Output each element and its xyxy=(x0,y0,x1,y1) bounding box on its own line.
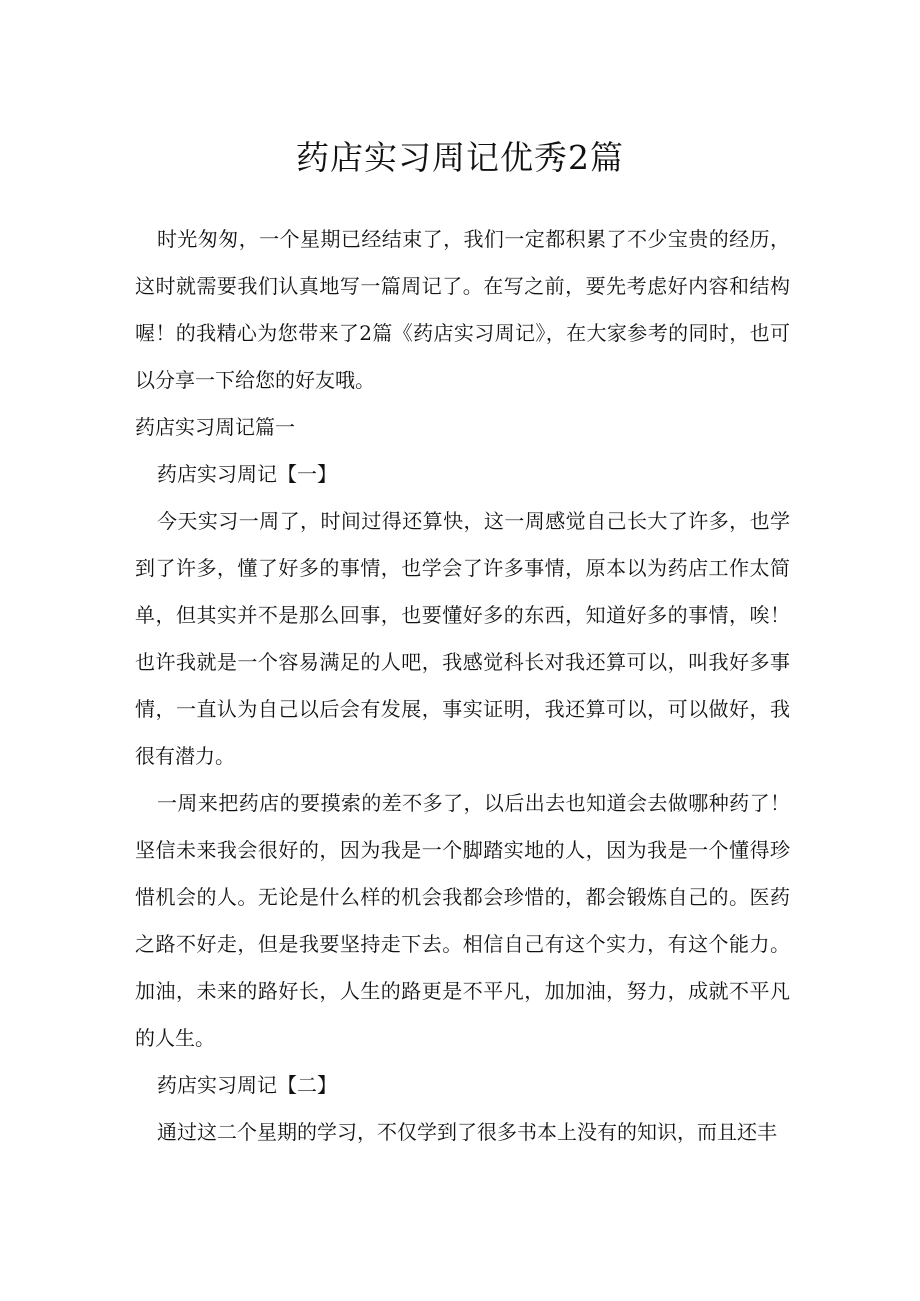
part1-heading: 药店实习周记【一】 xyxy=(157,462,337,486)
part2-heading: 药店实习周记【二】 xyxy=(157,1073,337,1097)
document-body xyxy=(135,216,790,1156)
part2-paragraph-1: 通过这二个星期的学习，不仅学到了很多书本上没有的知识，而且还丰 xyxy=(157,1120,777,1144)
section-heading: 药店实习周记篇一 xyxy=(135,415,295,439)
part1-paragraph-2: 一周来把药店的要摸索的差不多了，以后出去也知道会去做哪种药了！坚信未来我会很好的，因为我是一个脚踏实地的人，因为我是一个懂得珍惜机会的人。无论是什么样的机会我都会珍惜的，都会锻炼自己的。医药之路不好走，但是我要坚持走下去。相信自己有这个实力，有这个能力。加油，未来的路好长，人生的路更是不平凡，加加油，努力，成就不平凡的人生。 xyxy=(135,791,790,1050)
document-title: 药店实习周记优秀2篇 xyxy=(296,138,624,177)
part1-paragraph-1: 今天实习一周了，时间过得还算快，这一周感觉自己长大了许多，也学到了许多，懂了好多的事情，也学会了许多事情，原本以为药店工作太简单，但其实并不是那么回事，也要懂好多的东西，知道好多的事情，唉！也许我就是一个容易满足的人吧，我感觉科长对我还算可以，叫我好多事情，一直认为自己以后会有发展，事实证明，我还算可以，可以做好，我很有潜力。 xyxy=(135,509,790,768)
intro-paragraph: 时光匆匆，一个星期已经结束了，我们一定都积累了不少宝贵的经历，这时就需要我们认真地写一篇周记了。在写之前，要先考虑好内容和结构喔！的我精心为您带来了2篇《药店实习周记》，在大家参考的同时，也可以分享一下给您的好友哦。 xyxy=(135,227,790,392)
